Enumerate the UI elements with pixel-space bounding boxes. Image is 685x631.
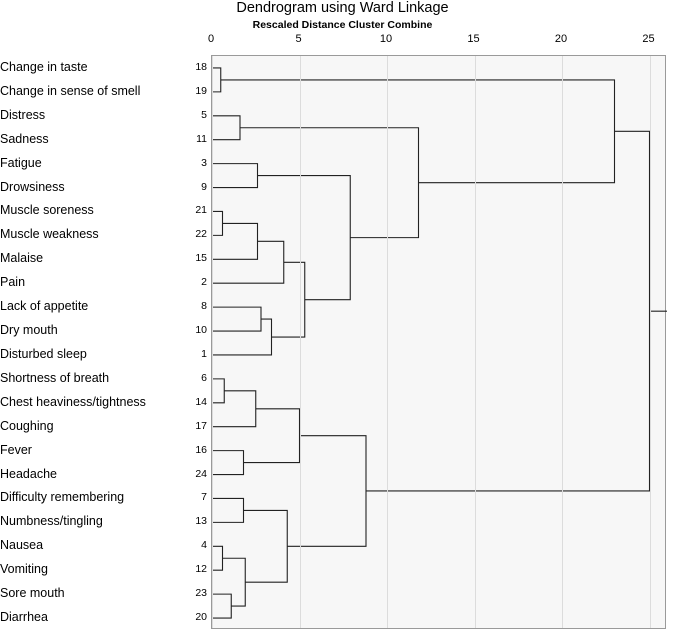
dendrogram-link	[212, 307, 261, 331]
gridline	[300, 56, 301, 628]
dendrogram-link	[212, 319, 272, 355]
leaf-number: 2	[201, 276, 207, 289]
leaf-label: Chest heaviness/tightness	[0, 394, 146, 409]
leaf-number: 19	[195, 84, 207, 97]
x-axis-tick-labels	[0, 33, 685, 47]
leaf-label: Change in taste	[0, 59, 88, 74]
dendrogram-link	[212, 211, 223, 235]
x-axis-tick-15: 15	[467, 33, 480, 45]
leaf-label: Sadness	[0, 131, 49, 146]
leaf-label: Pain	[0, 275, 26, 290]
chart-subtitle: Rescaled Distance Cluster Combine	[252, 19, 433, 31]
leaf-label: Shortness of breath	[0, 370, 110, 385]
leaf-number: 18	[195, 60, 207, 73]
leaf-number: 14	[195, 395, 207, 408]
leaf-label: Vomiting	[0, 562, 48, 577]
dendrogram-link	[212, 379, 224, 403]
gridline	[475, 56, 476, 628]
leaf-label: Headache	[0, 466, 57, 481]
dendrogram-link	[221, 80, 615, 183]
leaf-label: Difficulty remembering	[0, 490, 125, 505]
leaf-number: 4	[201, 539, 207, 552]
leaf-number: 1	[201, 347, 207, 360]
leaf-label: Lack of appetite	[0, 299, 89, 314]
x-axis-tick-25: 25	[642, 33, 655, 45]
dendrogram-link	[244, 510, 288, 582]
chart-title: Dendrogram using Ward Linkage	[236, 0, 449, 16]
leaf-label: Change in sense of smell	[0, 83, 141, 98]
leaf-number: 21	[195, 204, 207, 217]
leaf-number: 23	[195, 587, 207, 600]
gridline	[650, 56, 651, 628]
dendrogram-lines	[212, 56, 667, 630]
leaf-number: 22	[195, 228, 207, 241]
dendrogram-link	[212, 223, 258, 259]
gridline	[212, 56, 213, 628]
gridline	[387, 56, 388, 628]
leaf-number: 17	[195, 419, 207, 432]
leaf-number: 5	[201, 108, 207, 121]
leaf-label: Muscle soreness	[0, 203, 94, 218]
leaf-label: Diarrhea	[0, 610, 48, 625]
dendrogram-link	[366, 131, 650, 491]
dendrogram-link	[212, 68, 221, 92]
leaf-label: Coughing	[0, 418, 54, 433]
plot-area	[211, 55, 666, 629]
leaf-number: 16	[195, 443, 207, 456]
dendrogram-link	[212, 546, 223, 570]
leaf-label: Malaise	[0, 251, 44, 266]
dendrogram-link	[212, 451, 244, 475]
leaf-label: Nausea	[0, 538, 44, 553]
leaf-label: Drowsiness	[0, 179, 65, 194]
leaf-label: Fever	[0, 442, 32, 457]
leaf-label: Muscle weakness	[0, 227, 99, 242]
leaf-number: 24	[195, 467, 207, 480]
x-axis-tick-5: 5	[295, 33, 302, 45]
dendrogram-link	[212, 116, 240, 140]
leaf-number: 13	[195, 515, 207, 528]
x-axis-tick-20: 20	[554, 33, 568, 45]
dendrogram-link	[212, 164, 258, 188]
dendrogram-link	[244, 409, 300, 463]
dendrogram-link	[240, 128, 419, 238]
dendrogram-link	[258, 176, 351, 300]
leaf-number: 10	[195, 324, 207, 337]
leaf-number: 20	[195, 611, 207, 624]
x-axis-tick-10: 10	[379, 33, 393, 45]
x-axis-tick-0: 0	[207, 33, 215, 45]
leaf-number: 7	[201, 491, 207, 504]
leaf-number: 3	[201, 156, 207, 169]
leaf-number: 6	[201, 371, 207, 384]
leaf-label: Numbness/tingling	[0, 514, 103, 529]
leaf-number: 12	[195, 563, 207, 576]
leaf-number: 15	[195, 252, 207, 265]
leaf-label: Fatigue	[0, 155, 42, 170]
dendrogram-link	[212, 594, 231, 618]
gridline	[562, 56, 563, 628]
dendrogram-link	[212, 241, 284, 283]
leaf-number: 11	[196, 132, 207, 145]
leaf-number: 8	[201, 300, 207, 313]
dendrogram-link	[212, 391, 256, 427]
leaf-label: Sore mouth	[0, 586, 65, 601]
leaf-number: 9	[201, 180, 207, 193]
leaf-label: Dry mouth	[0, 323, 58, 338]
leaf-label: Disturbed sleep	[0, 346, 87, 361]
dendrogram-link	[223, 558, 246, 606]
leaf-label: Distress	[0, 107, 46, 122]
dendrogram-link	[212, 498, 244, 522]
